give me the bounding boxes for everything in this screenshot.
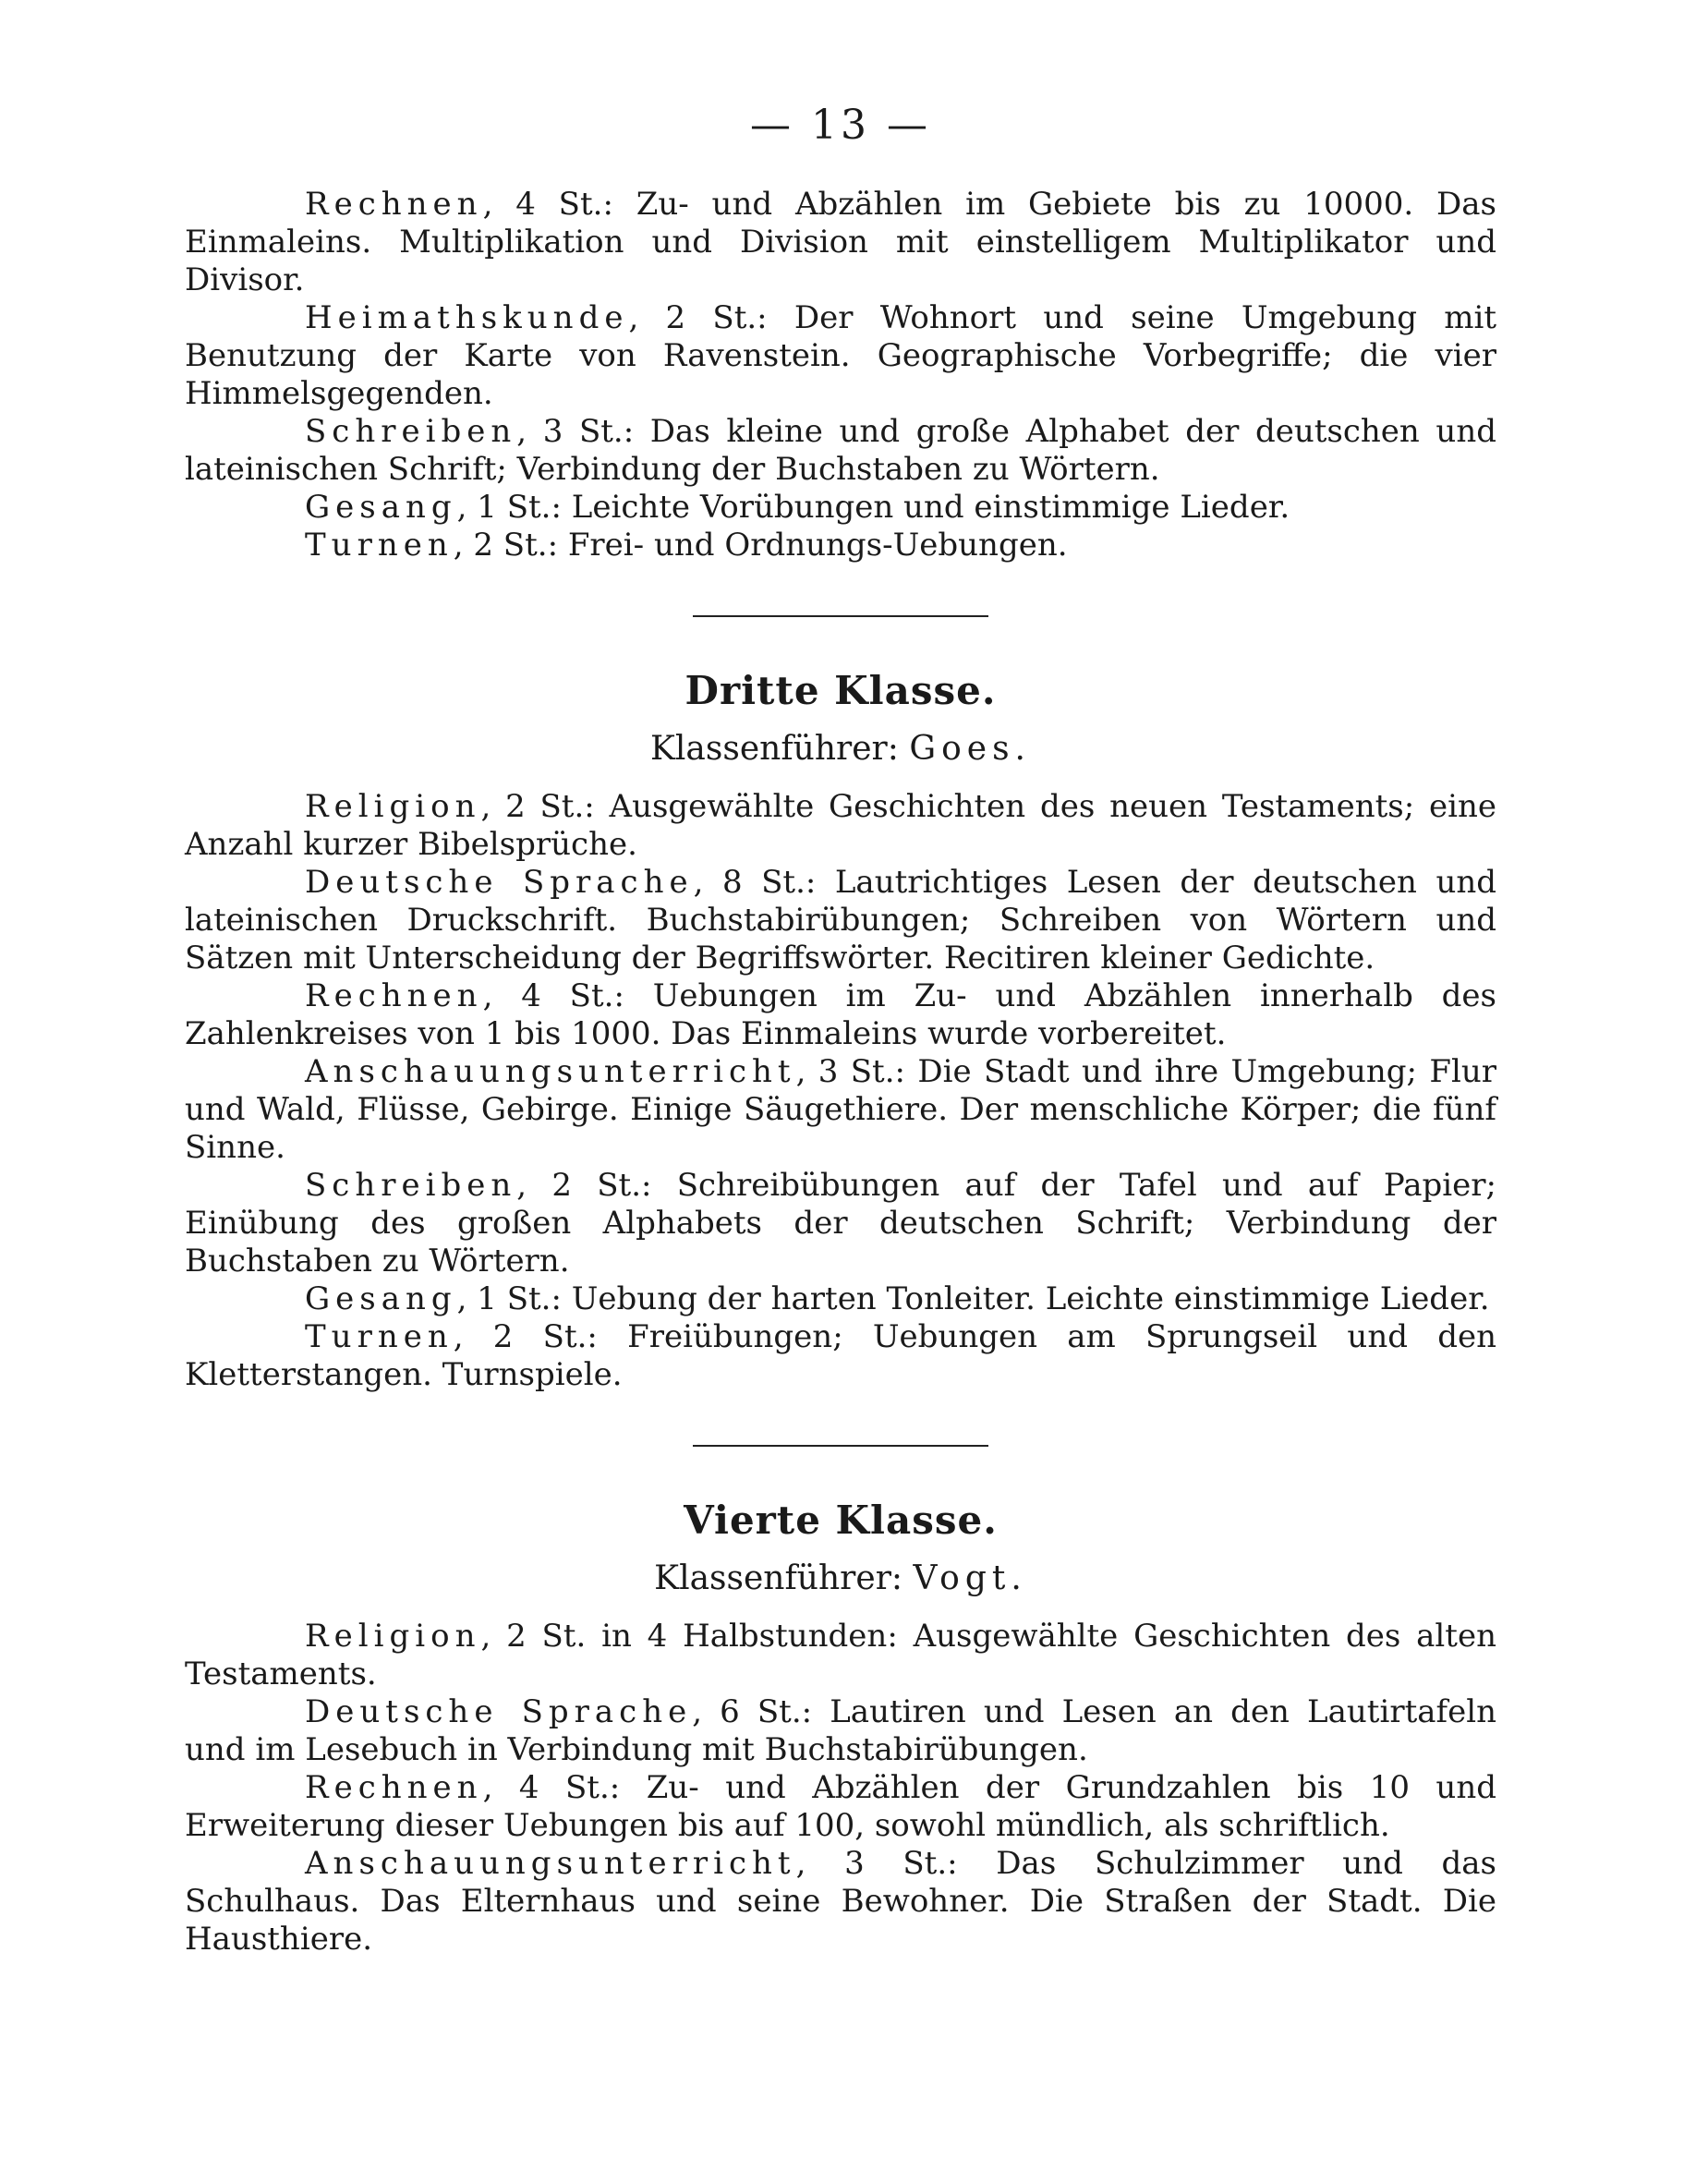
curriculum-paragraph	[185, 788, 1496, 864]
subject-heading: Gesang	[305, 1280, 457, 1317]
subject-description: , 4 St.: Zu- und Abzählen im Gebiete bis zu 10000. Das Einmaleins. Multiplikation und Division mit einstelligem Multiplikator und Divisor.	[185, 186, 1496, 298]
subject-heading: Schreiben	[305, 1167, 517, 1204]
subject-heading: Rechnen	[305, 977, 483, 1014]
class-leader-name: Vogt.	[913, 1559, 1027, 1597]
class-leader	[185, 730, 1496, 768]
subject-heading: Religion	[305, 788, 481, 825]
section-dritte-klasse	[185, 668, 1496, 1394]
subject-description: , 2 St.: Schreibübungen auf der Tafel und auf Papier; Einübung des großen Alphabets der deutschen Schrift; Verbindung der Buchstaben zu Wörtern.	[185, 1167, 1496, 1280]
subject-description: , 3 St.: Das kleine und große Alphabet der deutschen und lateinischen Schrift; Verbindung der Buchstaben zu Wörtern.	[185, 413, 1496, 488]
subject-description: , 1 St.: Uebung der harten Tonleiter. Leichte einstimmige Lieder.	[456, 1280, 1490, 1317]
curriculum-paragraph	[185, 864, 1496, 977]
subject-description: , 2 St.: Ausgewählte Geschichten des neuen Testaments; eine Anzahl kurzer Bibelsprüche.	[185, 788, 1496, 863]
curriculum-paragraph	[185, 1769, 1496, 1845]
subject-heading: Gesang	[305, 489, 457, 526]
subject-description: , 3 St.: Das Schulzimmer und das Schulhaus. Das Elternhaus und seine Bewohner. Die Straßen der Stadt. Die Hausthiere.	[185, 1845, 1496, 1958]
subject-description: , 1 St.: Leichte Vorübungen und einstimmige Lieder.	[456, 489, 1290, 526]
subject-heading: Turnen	[305, 527, 454, 564]
subject-description: , 4 St.: Zu- und Abzählen der Grundzahlen bis 10 und Erweiterung dieser Uebungen bis auf 100, sowohl mündlich, als schriftlich.	[185, 1769, 1496, 1844]
curriculum-paragraph	[185, 413, 1496, 489]
curriculum-paragraph	[185, 299, 1496, 413]
subject-description: , 6 St.: Lautiren und Lesen an den Lautirtafeln und im Lesebuch in Verbindung mit Buchstabirübungen.	[185, 1693, 1497, 1768]
curriculum-paragraph	[185, 1618, 1496, 1693]
curriculum-paragraph	[185, 1693, 1496, 1769]
subject-description: , 3 St.: Die Stadt und ihre Umgebung; Flur und Wald, Flüsse, Gebirge. Einige Säugethiere. Der menschliche Körper; die fünf Sinne.	[185, 1053, 1496, 1166]
section-divider	[693, 615, 988, 617]
subject-heading: Religion	[305, 1618, 481, 1655]
subject-heading: Heimathskunde	[305, 299, 629, 336]
page-number: — 13 —	[750, 102, 931, 149]
subject-description: , 8 St.: Lautrichtiges Lesen der deutschen und lateinischen Druckschrift. Buchstabirübungen; Schreiben von Wörtern und Sätzen mit Unterscheidung der Begriffswörter. Recitiren kleiner Gedichte.	[185, 864, 1497, 976]
section-divider	[693, 1445, 988, 1447]
subject-description: , 2 St.: Frei- und Ordnungs-Uebungen.	[453, 527, 1068, 564]
section-vierte-klasse	[185, 1498, 1496, 1959]
subject-heading: Anschauungsunterricht	[305, 1845, 796, 1882]
subject-heading: Deutsche Sprache	[305, 1693, 693, 1730]
curriculum-paragraph	[185, 186, 1496, 299]
subject-description: , 4 St.: Uebungen im Zu- und Abzählen innerhalb des Zahlenkreises von 1 bis 1000. Das Einmaleins wurde vorbereitet.	[185, 977, 1496, 1052]
subject-description: , 2 St.: Der Wohnort und seine Umgebung mit Benutzung der Karte von Ravenstein. Geographische Vorbegriffe; die vier Himmelsgegenden.	[185, 299, 1496, 412]
subject-heading: Schreiben	[305, 413, 517, 450]
curriculum-paragraph	[185, 489, 1496, 527]
class-leader-label: Klassenführer:	[654, 1559, 903, 1597]
subject-description: , 2 St.: Freiübungen; Uebungen am Sprungseil und den Kletterstangen. Turnspiele.	[185, 1318, 1496, 1393]
intro-block	[185, 186, 1496, 564]
subject-heading: Deutsche Sprache	[305, 864, 694, 901]
subject-description: , 2 St. in 4 Halbstunden: Ausgewählte Geschichten des alten Testaments.	[185, 1618, 1496, 1692]
curriculum-paragraph	[185, 977, 1496, 1053]
curriculum-paragraph	[185, 1318, 1496, 1394]
class-leader-name: Goes.	[909, 730, 1031, 768]
class-leader	[185, 1559, 1496, 1597]
subject-heading: Anschauungsunterricht	[305, 1053, 796, 1090]
curriculum-paragraph	[185, 1167, 1496, 1280]
curriculum-paragraph	[185, 1280, 1496, 1318]
class-leader-label: Klassenführer:	[650, 730, 899, 768]
subject-heading: Turnen	[305, 1318, 454, 1355]
curriculum-paragraph	[185, 1053, 1496, 1167]
document-page	[185, 102, 1496, 1959]
section-title: Vierte Klasse.	[684, 1498, 998, 1543]
subject-heading: Rechnen	[305, 186, 483, 223]
subject-heading: Rechnen	[305, 1769, 483, 1806]
curriculum-paragraph	[185, 1845, 1496, 1959]
curriculum-paragraph	[185, 527, 1496, 564]
section-title: Dritte Klasse.	[684, 668, 997, 713]
